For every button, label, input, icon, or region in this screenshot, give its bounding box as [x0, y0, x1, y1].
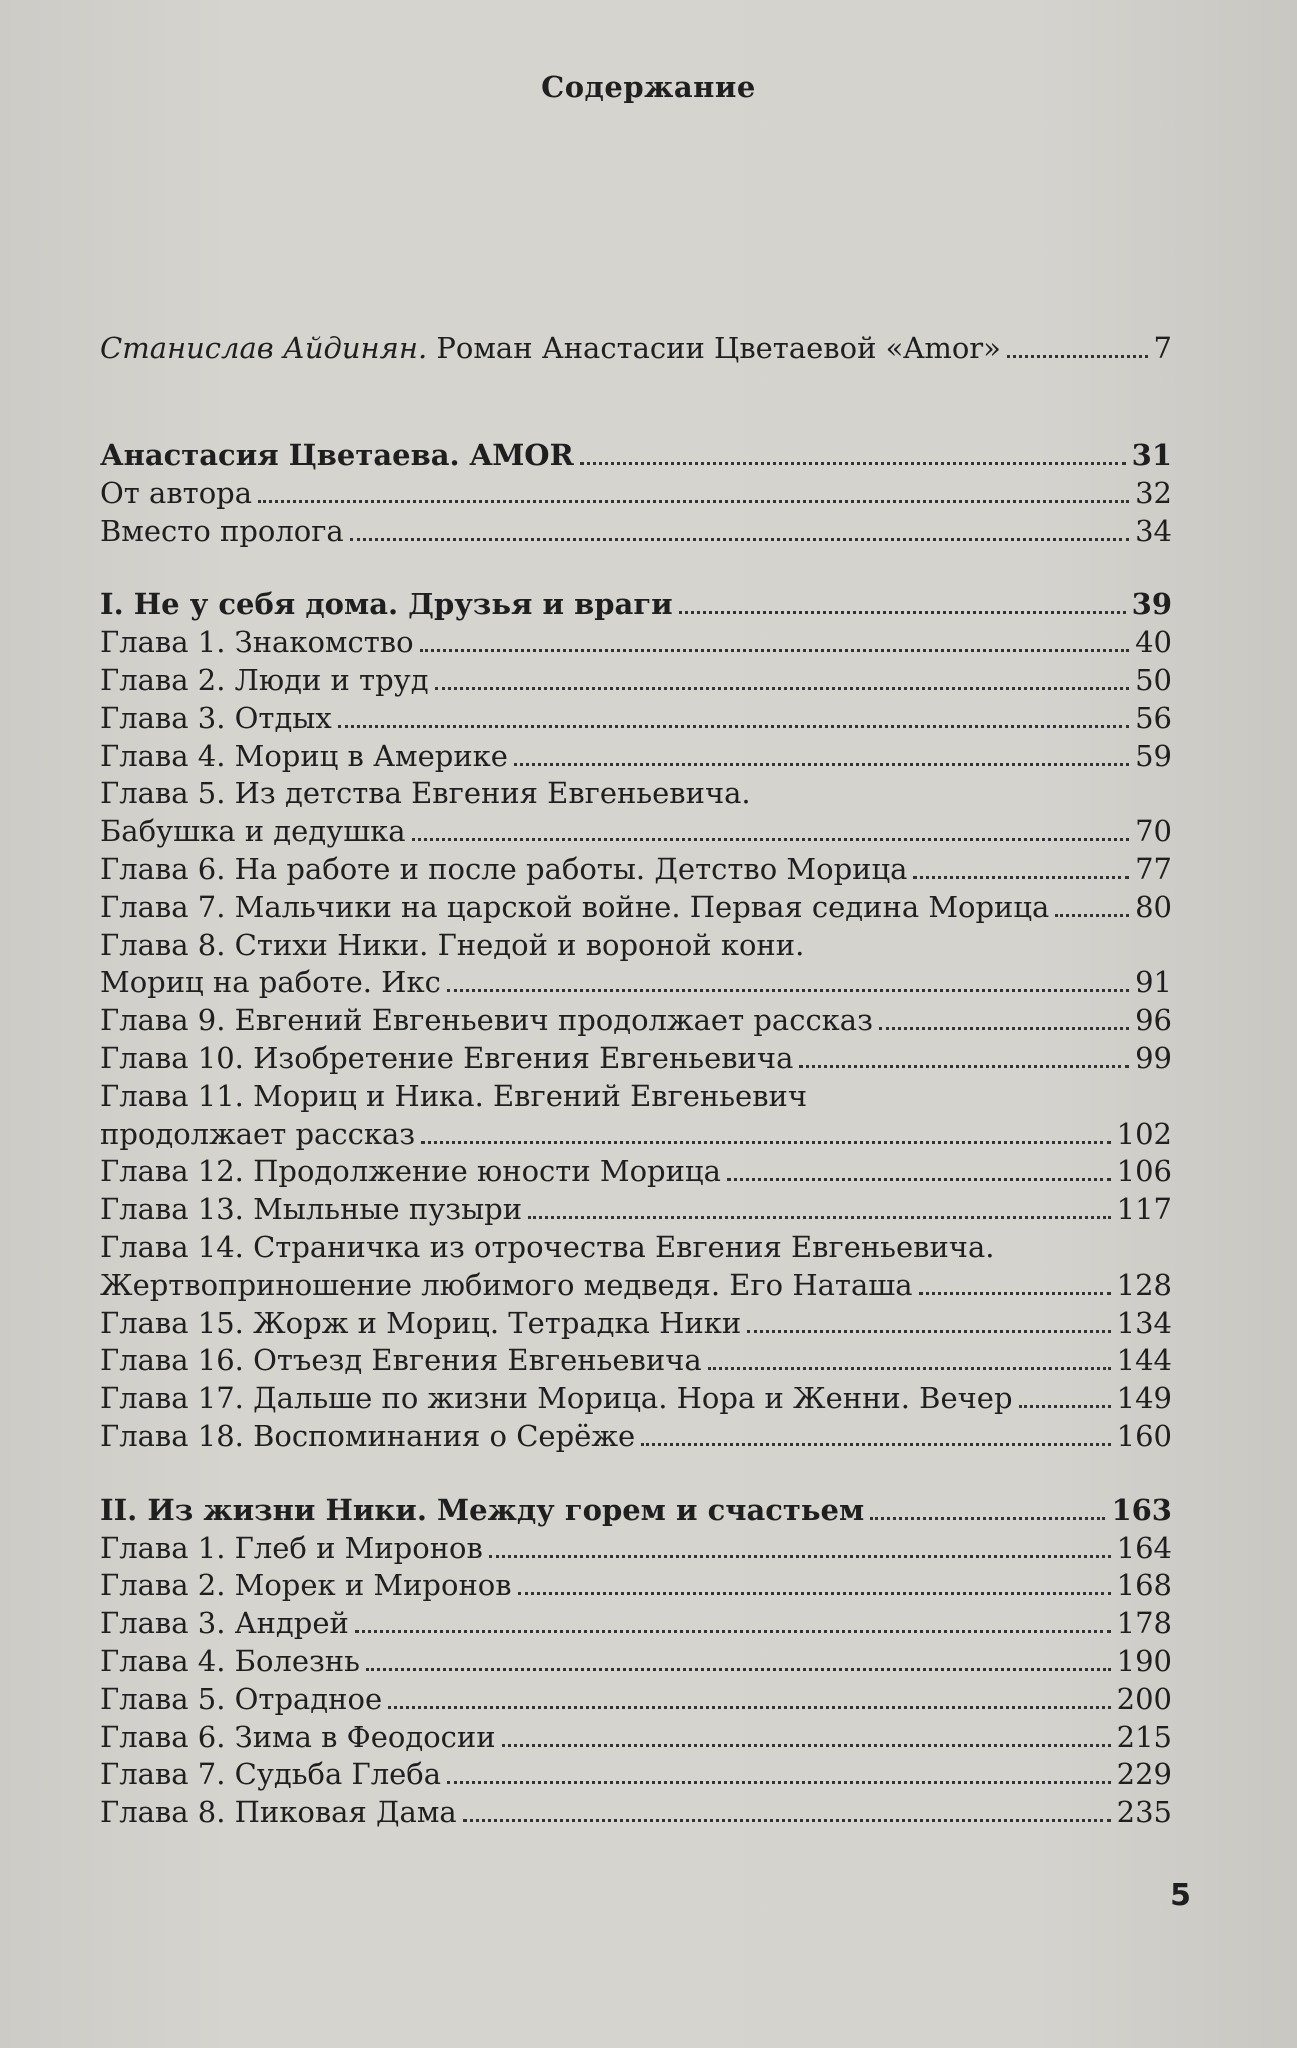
toc-entry-author: Станислав Айдинян.: [100, 331, 428, 365]
dot-leader: [366, 1646, 1111, 1671]
toc-entry: От автора 32: [100, 475, 1172, 510]
toc-entry-title: Станислав Айдинян. Роман Анастасии Цветаевой «Amor»: [100, 331, 1001, 365]
toc-entry: Глава 9. Евгений Евгеньевич продолжает рассказ 96: [100, 1003, 1172, 1038]
toc-entry: Глава 3. Отдых 56: [100, 700, 1172, 735]
section-gap: [100, 1456, 1172, 1492]
dot-leader: [1055, 892, 1129, 917]
toc-entry: Глава 2. Люди и труд 50: [100, 662, 1172, 697]
toc-entry-first-line: Глава 5. Из детства Евгения Евгеньевича.: [100, 776, 751, 811]
toc-entry: Бабушка и дедушка 70: [100, 814, 1172, 849]
toc-entry: Мориц на работе. Икс 91: [100, 965, 1172, 1000]
toc-section-heading: I. Не у себя дома. Друзья и враги 39: [100, 587, 1172, 622]
dot-leader: [727, 1156, 1111, 1181]
toc-entry-first-line: Глава 14. Страничка из отрочества Евгения Евгеньевича.: [100, 1229, 995, 1264]
toc-entry: Глава 13. Мыльные пузыри 117: [100, 1192, 1172, 1227]
dot-leader: [412, 816, 1130, 841]
toc-main: [100, 437, 1172, 1832]
dot-leader: [518, 1570, 1111, 1595]
dot-leader: [708, 1345, 1111, 1370]
dot-leader: [879, 1005, 1129, 1030]
dot-leader: [350, 516, 1129, 541]
toc-entry: Глава 10. Изобретение Евгения Евгеньевича 99: [100, 1040, 1172, 1075]
toc-entry: Глава 2. Морек и Миронов 168: [100, 1568, 1172, 1603]
toc-section-heading: II. Из жизни Ники. Между горем и счастьем 163: [100, 1492, 1172, 1527]
dot-leader: [435, 665, 1130, 690]
page-number: 5: [1170, 1878, 1191, 1913]
toc-entry: Глава 8. Пиковая Дама 235: [100, 1795, 1172, 1830]
toc-entry: Глава 6. Зима в Феодосии 215: [100, 1719, 1172, 1754]
dot-leader: [388, 1684, 1111, 1709]
toc-entry: Глава 5. Отрадное 200: [100, 1681, 1172, 1716]
toc-entry: Глава 7. Судьба Глеба 229: [100, 1757, 1172, 1792]
toc-entry: Глава 7. Мальчики на царской войне. Первая седина Морица 80: [100, 889, 1172, 924]
toc-entry: Глава 1. Знакомство 40: [100, 625, 1172, 660]
dot-leader: [447, 1759, 1111, 1784]
toc-entry: Жертвоприношение любимого медведя. Его Наташа 128: [100, 1267, 1172, 1302]
dot-leader: [338, 703, 1129, 728]
toc-entry: Глава 3. Андрей 178: [100, 1606, 1172, 1641]
toc-entry-page: 7: [1153, 331, 1172, 365]
toc-entry: Глава 16. Отъезд Евгения Евгеньевича 144: [100, 1343, 1172, 1378]
dot-leader: [1019, 1383, 1111, 1408]
toc-entry-first-line: Глава 8. Стихи Ники. Гнедой и вороной кони.: [100, 927, 805, 962]
dot-leader: [1007, 333, 1148, 358]
page-heading: Содержание: [541, 70, 756, 104]
dot-leader: [489, 1533, 1111, 1558]
dot-leader: [679, 589, 1126, 614]
dot-leader: [799, 1043, 1129, 1068]
toc-entry: Глава 12. Продолжение юности Морица 106: [100, 1154, 1172, 1189]
dot-leader: [355, 1608, 1111, 1633]
dot-leader: [913, 854, 1129, 879]
dot-leader: [919, 1270, 1111, 1295]
toc-entry: Глава 6. На работе и после работы. Детство Морица 77: [100, 851, 1172, 886]
dot-leader: [421, 1119, 1111, 1144]
section-gap: [100, 550, 1172, 586]
toc-entry: Вместо пролога 34: [100, 513, 1172, 548]
toc-intro: [100, 330, 1172, 368]
dot-leader: [747, 1308, 1110, 1333]
dot-leader: [258, 478, 1129, 503]
toc-entry: Глава 1. Глеб и Миронов 164: [100, 1530, 1172, 1565]
toc-entry: Глава 4. Болезнь 190: [100, 1643, 1172, 1678]
dot-leader: [514, 741, 1129, 766]
toc-entry-first-line: Глава 11. Мориц и Ника. Евгений Евгеньевич: [100, 1078, 808, 1113]
dot-leader: [528, 1194, 1111, 1219]
dot-leader: [870, 1495, 1105, 1520]
dot-leader: [463, 1797, 1111, 1822]
toc-entry: [100, 330, 1172, 368]
dot-leader: [580, 440, 1126, 465]
dot-leader: [447, 967, 1129, 992]
toc-entry: Глава 18. Воспоминания о Серёже 160: [100, 1418, 1172, 1453]
dot-leader: [641, 1421, 1110, 1446]
toc-section-heading: Анастасия Цветаева. AMOR 31: [100, 438, 1172, 472]
toc-entry: Глава 15. Жорж и Мориц. Тетрадка Ники 134: [100, 1305, 1172, 1340]
toc-entry: Глава 4. Мориц в Америке 59: [100, 738, 1172, 773]
toc-entry: продолжает рассказ 102: [100, 1116, 1172, 1151]
dot-leader: [420, 627, 1130, 652]
toc-entry: Глава 17. Дальше по жизни Морица. Нора и Женни. Вечер 149: [100, 1381, 1172, 1416]
dot-leader: [502, 1722, 1111, 1747]
